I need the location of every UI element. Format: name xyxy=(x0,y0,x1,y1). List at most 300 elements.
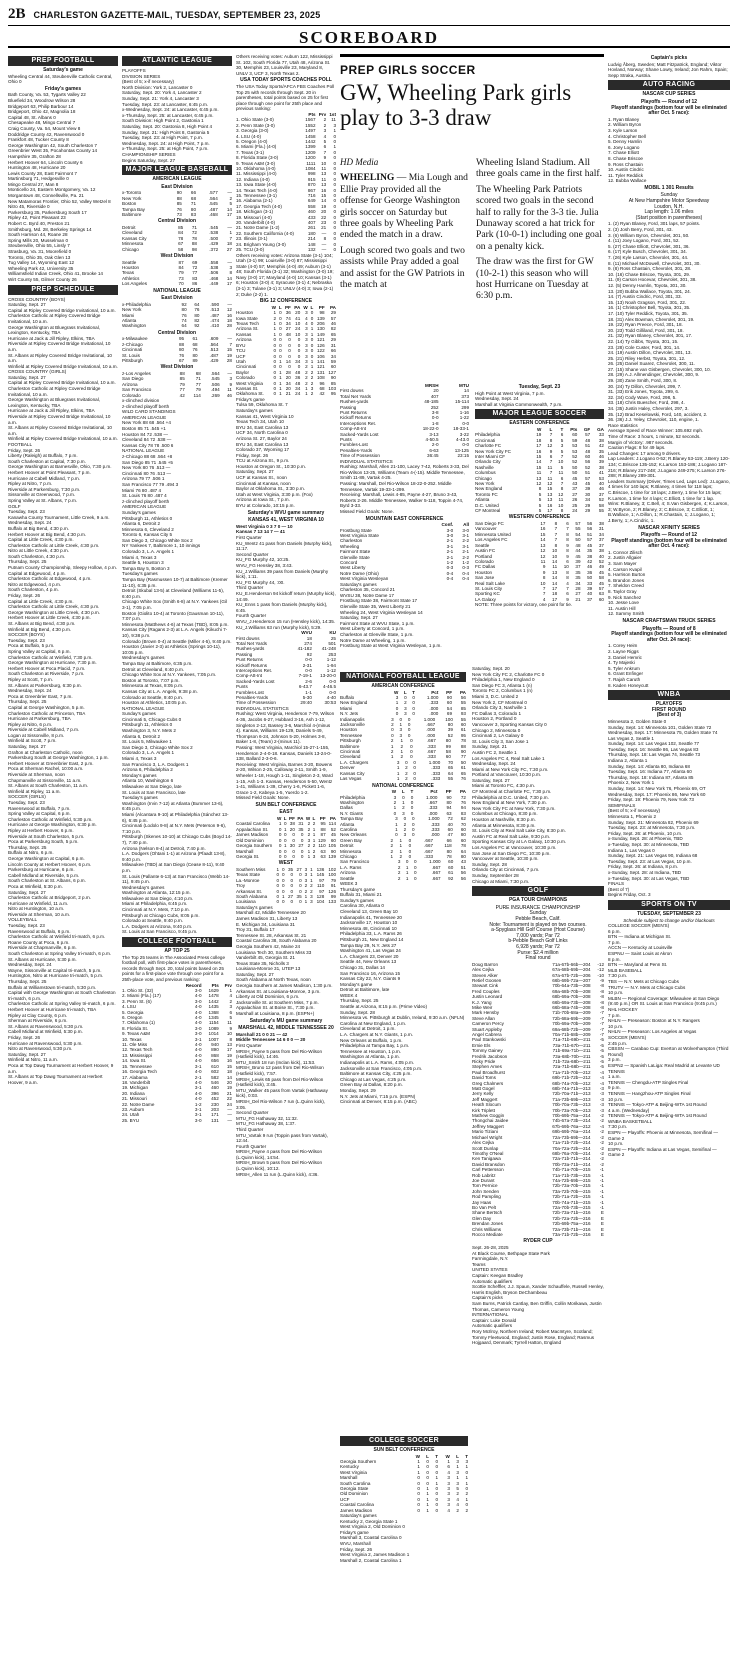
table-cell: 66 xyxy=(446,837,452,843)
table-cell: 3 xyxy=(310,385,314,391)
table-cell: 61 xyxy=(460,727,466,733)
table-cell: .372 xyxy=(209,246,219,252)
table-cell: 45 xyxy=(598,569,604,575)
ryder-head: RYDER CUP xyxy=(523,1238,553,1245)
prep-friday-head: Friday's games xyxy=(44,85,82,92)
table-cell: 72b-73a-71b—216 xyxy=(552,1210,591,1216)
table-cell: 14 xyxy=(552,558,558,564)
prep-saturday: Wheeling Central 44, Steubenville Catholic Central, Ohio 0 xyxy=(8,73,113,85)
table-cell: 20 xyxy=(285,385,291,391)
table-cell: 54 xyxy=(575,531,581,537)
table-cell: 48-185 xyxy=(424,399,439,405)
table-cell: 71b-72a-68b—211 xyxy=(552,1059,591,1064)
table-cell: 0-0 xyxy=(462,420,469,426)
table-cell: 60 xyxy=(460,826,466,832)
table-cell: 84 xyxy=(178,230,184,236)
table-row xyxy=(236,310,336,315)
table-cell: 0 xyxy=(333,149,336,155)
table-cell: 14 xyxy=(226,1074,232,1080)
table-cell: 2 xyxy=(312,848,316,854)
table-cell: 7. Oklahoma (1) xyxy=(122,1020,155,1026)
table-cell: 90 xyxy=(330,848,336,854)
table-cell: 5 xyxy=(456,1486,459,1492)
ap-intro: The Top 25 teams in The Associated Press college football poll, with first-place votes in parentheses, records through Sept. 20, total points based on 25 points for a first-place vote through one point for a 25th-place vote, and previous ranking: xyxy=(122,954,225,982)
table-cell: 0 xyxy=(288,353,291,359)
table-cell: 90 xyxy=(446,794,452,800)
table-cell: .564 xyxy=(210,371,220,376)
table-cell: Chicago xyxy=(122,246,139,252)
table-cell: 69b-71b-72b—212 xyxy=(552,1075,591,1081)
table-cell: 460 xyxy=(307,209,316,215)
table-cell: 5 xyxy=(229,1015,232,1021)
table-cell: 1 xyxy=(396,776,400,782)
table-cell: 8. Florida St. xyxy=(122,1025,149,1031)
table-cell: Charleston xyxy=(340,538,363,544)
table-cell: Greg Chalmers xyxy=(472,1080,504,1086)
table-cell: New York xyxy=(122,307,142,313)
table-cell: 0 xyxy=(276,888,280,894)
table-cell: San Diego FC xyxy=(475,521,504,527)
table-cell: 43 xyxy=(572,481,578,487)
table-cell: 206 xyxy=(316,321,325,327)
clinch-notes: x-clinched division z-clinched playoff berth xyxy=(122,398,170,409)
table-cell: 1 xyxy=(312,832,316,838)
table-cell: 5. Georgia xyxy=(122,1009,144,1015)
table-cell: 12 xyxy=(547,481,553,487)
table-cell: 10 xyxy=(563,564,569,570)
table-cell: 8 xyxy=(566,569,569,575)
table-cell: 10 xyxy=(540,580,546,586)
table-cell: 1 xyxy=(310,872,313,878)
table-cell: Timothy O'Neal xyxy=(472,1150,504,1156)
table-cell: 1-12 xyxy=(326,667,336,673)
table-cell: 67a-68b-69b—204 xyxy=(552,967,591,973)
table-cell: 0 xyxy=(299,883,302,889)
table-cell: 0 xyxy=(412,695,415,700)
table-cell: 1 xyxy=(279,375,282,381)
table-cell: 76 xyxy=(192,347,198,353)
table-cell: 1 xyxy=(426,1507,429,1513)
story-paragraph-1 xyxy=(340,172,468,240)
table-cell: -10 xyxy=(597,972,604,978)
table-cell: New York City FC xyxy=(475,448,511,454)
table-cell: 3 xyxy=(404,711,407,717)
story-dateline: WHEELING xyxy=(340,172,395,184)
table-cell: 104 xyxy=(316,899,325,905)
table-cell: 34 xyxy=(295,385,301,391)
table-cell: 0 xyxy=(465,1486,468,1492)
table-cell: Chicago xyxy=(340,853,357,859)
table-cell: Punts xyxy=(236,684,248,690)
table-cell: 1399 xyxy=(305,144,316,150)
table-cell: E xyxy=(600,1221,604,1227)
table-cell: Cameron Percy xyxy=(472,1021,504,1027)
table-cell: Passing xyxy=(340,404,357,410)
table-cell: 0 xyxy=(408,848,412,854)
table-cell: 1 xyxy=(305,391,308,397)
table-cell: 30 xyxy=(289,843,295,849)
table-cell: 92 xyxy=(448,875,454,881)
table-cell: 2 xyxy=(305,364,308,370)
table-cell: 122 xyxy=(316,348,325,354)
table-cell: 38 xyxy=(598,548,604,554)
table-cell: Angel Cabrera xyxy=(472,1031,502,1037)
table-header-cell: W xyxy=(445,1453,450,1459)
table-cell: Rocco Mediate xyxy=(472,1232,503,1237)
table-cell: 72a-71b-71b—214 xyxy=(552,1156,591,1162)
table-cell: 0 xyxy=(310,348,314,354)
table-cell: 0 xyxy=(417,1502,420,1508)
table-cell: Chris Williams xyxy=(472,1226,502,1232)
table-cell: 0 xyxy=(310,337,314,343)
college-soccer-block xyxy=(340,1434,468,1652)
table-cell: 14 xyxy=(226,275,232,281)
table-cell: 66 xyxy=(330,348,336,354)
table-cell: 915 xyxy=(307,176,316,182)
golf-tour: PGA TOUR CHAMPIONS xyxy=(508,897,568,904)
table-cell: 80 xyxy=(446,799,452,805)
table-cell: 3 xyxy=(310,899,313,905)
table-cell: 99 xyxy=(330,893,336,899)
table-cell: 13-20-0 xyxy=(320,673,336,679)
table-cell: 1497 xyxy=(305,128,316,134)
table-cell: 1.000 xyxy=(425,794,438,800)
table-header-cell: Prv xyxy=(318,111,327,117)
table-cell: 95 xyxy=(330,391,336,397)
table-cell: 3 xyxy=(305,348,308,354)
table-cell: 57 xyxy=(330,315,336,321)
table-cell: 9 xyxy=(542,569,546,575)
table-cell: 0 xyxy=(297,337,301,343)
table-cell: 4-0 xyxy=(194,1052,202,1058)
table-cell: .538 xyxy=(209,264,219,270)
nh-sub: Sunday At New Hampshire Motor Speedway Loudon, N.H. Lap length: 1.06 miles (Start position in parentheses) xyxy=(628,192,710,221)
table-cell: 10 xyxy=(321,160,327,166)
table-cell: 1.000 xyxy=(429,859,441,865)
table-header-cell: L xyxy=(403,689,407,695)
table-cell: 0 xyxy=(426,1459,429,1464)
table-cell: 4-0 xyxy=(194,1090,202,1096)
table-cell: 10. Texas xyxy=(122,1036,142,1042)
table-cell: 2-6 xyxy=(305,678,312,684)
table-cell: .564 xyxy=(208,195,218,201)
table-cell: 1 xyxy=(229,230,232,236)
table-cell: 105 xyxy=(328,843,336,849)
table-cell: Seattle xyxy=(340,875,355,881)
table-cell: 1 xyxy=(400,738,404,744)
column-baseball xyxy=(122,54,232,1652)
table-cell: 102 xyxy=(328,866,336,872)
table-cell: 42 xyxy=(587,558,593,564)
table-cell: 63 xyxy=(446,810,452,816)
table-cell: 16 xyxy=(321,187,327,193)
afc-south-table xyxy=(340,717,466,739)
table-cell: 63 xyxy=(320,853,326,859)
table-cell: Colorado xyxy=(475,558,494,564)
table-cell: Fred Couples xyxy=(472,988,500,994)
nfc-south-table xyxy=(340,816,466,838)
table-cell: 0 xyxy=(333,198,336,204)
table-cell: 9 xyxy=(566,596,569,602)
table-cell: 106 xyxy=(316,353,325,359)
big12-table xyxy=(236,305,336,397)
table-cell: 46 xyxy=(598,486,604,492)
table-cell: 79 xyxy=(178,270,184,276)
table-cell: 73 xyxy=(178,275,184,281)
table-cell: Justin Leonard xyxy=(472,994,503,1000)
table-cell: -2 xyxy=(599,1113,604,1119)
table-cell: 8 xyxy=(554,542,558,548)
table-cell: Philadelphia xyxy=(475,432,501,438)
table-cell: 1 xyxy=(333,128,336,134)
table-cell: 0 xyxy=(273,391,277,397)
table-cell: 3-0 xyxy=(194,1031,202,1037)
table-cell: 0 xyxy=(412,705,415,711)
table-cell: 1 xyxy=(390,853,393,859)
table-header-cell: W xyxy=(393,689,399,695)
table-cell: 69 xyxy=(446,711,453,717)
table-cell: 66b-68a-74b—208 xyxy=(552,1004,591,1010)
table-cell: 1 xyxy=(402,799,405,805)
table-cell: 0 xyxy=(333,166,336,171)
table-cell: 27 xyxy=(575,591,581,597)
table-cell: 74a-72b-69b—215 xyxy=(552,1177,591,1183)
table-cell: 11 xyxy=(536,470,542,476)
table-cell: 128 xyxy=(316,893,325,899)
table-cell: 16 xyxy=(226,1058,232,1064)
table-header-cell: PA xyxy=(329,304,336,310)
table-cell: .333 xyxy=(426,743,436,749)
nfc-north-table xyxy=(340,838,466,860)
table-cell: 130 xyxy=(316,326,325,332)
table-header-cell: KU xyxy=(329,630,336,636)
table-cell: 17 xyxy=(540,521,546,527)
table-cell: D.C. United xyxy=(475,502,499,508)
table-cell: .000 xyxy=(429,711,439,717)
table-header-cell: MTU xyxy=(459,383,469,388)
table-cell: West Virginia xyxy=(236,380,263,386)
table-cell: Doug Barron xyxy=(472,961,499,967)
table-cell: Mathew Goggin xyxy=(472,1113,505,1119)
table-cell: Passing xyxy=(236,651,253,657)
table-cell: 25 xyxy=(330,635,336,641)
table-cell: — xyxy=(227,224,232,230)
table-cell: James Madison xyxy=(340,1507,373,1513)
table-cell: 19 xyxy=(226,1085,232,1091)
table-cell: 2-2 xyxy=(462,538,469,544)
nh-results: 1. (2) Ryan Blaney, Ford, 301 laps, 57 points. 2. (3) Josh Berry, Ford, 301, 43. 3. (6) William Byron, Chevrolet, 301, 50. 4. (11) Joey Logano, Ford, 301, 52. 5. (27) Chase Elliott, Chevrolet, 301, 36. 6. (17) Kyle Busch, Chevrolet, 301, 34. 7. (26) Kyle Larson, Chevrolet, 301, 44. 8. (11) Michael McDowell, Chevrolet, 301, 30. 9. (8) Ross Chastain, Chevrolet, 301, 28. 10. (16) Chase Briscoe, Toyota, 301, 29. 11. (9) Carson Hocevar, Chevrolet, 301, 38. 12. (5) Denny Hamlin, Toyota, 301, 30. 13. (20) Bubba Wallace, Toyota, 301, 24. 14. (7) Austin Cindric, Ford, 301, 33. 15. (13) Noah Gragson, Ford, 301, 22. 16. (1) Christopher Bell, Toyota, 301, 35. 17. (10) Tyler Reddick, Toyota, 301, 35. 18. (31) Alex Bowman, Chevrolet, 301, 19. 19. (22) Ryan Preece, Ford, 301, 18. 20. (23) Todd Gilliland, Ford, 301, 18. 21. (32) Ryan Blaney, Chevrolet, 301, 17. 22. (14) Ty Gibbs, Toyota, 301, 15. 23. (28) Cole Custer, Ford, 301, 14. 24. (19) Austin Dillon, Chevrolet, 301, 13. 25. (21) Riley Herbst, Toyota, 301, 12. 26. (25) Daniel Suarez, Chevrolet, 300, 11. 27. (15) Shane van Gisbergen, Chevrolet, 300, 10. 28. (29) A.J. Allmendinger, Chevrolet, 300, 9. 29. (30) Zane Smith, Ford, 300, 8. 30. (24) Ty Dillon, Chevrolet, 299, 7. 31. (33) Erik Jones, Toyota, 299, 6. 32. (34) Cody Ware, Ford, 298, 5. 33. (18) Chris Buescher, Ford, 298, 4. 34. (35) Justin Haley, Chevrolet, 297, 3. 35. (12) Brad Keselowski, Ford, 140, accident, 2. 36. (36) J.J. Yeley, Chevrolet, 110, engine, 1. xyxy=(608,221,711,423)
table-cell: — xyxy=(227,336,232,342)
table-cell: 0 xyxy=(273,385,277,391)
table-cell: .667 xyxy=(431,875,441,881)
table-cell: Penalties-Yards xyxy=(236,694,269,700)
table-cell: -2 xyxy=(599,1145,604,1151)
table-cell: 9 xyxy=(566,553,569,559)
table-cell: .545 xyxy=(208,201,218,207)
table-cell: 4-0 xyxy=(194,1058,202,1064)
table-cell: 2 xyxy=(307,832,311,838)
table-cell: 0 xyxy=(413,759,416,765)
mls-header: MAJOR LEAGUE SOCCER xyxy=(475,409,604,419)
table-cell: 145 xyxy=(316,872,325,878)
column-auto-wnba-tv xyxy=(608,54,730,1652)
table-cell: 0 xyxy=(290,888,294,894)
table-cell: -8 xyxy=(599,1004,604,1010)
table-cell: 1-12 xyxy=(326,657,336,663)
table-cell: 16 xyxy=(536,448,542,454)
table-cell: 16. Georgia Tech xyxy=(122,1069,157,1075)
table-cell: 0 xyxy=(333,187,336,193)
section-title: SCOREBOARD xyxy=(8,28,730,48)
table-cell: Interceptions Ret. xyxy=(236,667,273,673)
table-cell: 96 xyxy=(319,380,325,386)
table-cell: 45 xyxy=(330,832,336,838)
table-cell: 17. Alabama xyxy=(122,1074,148,1080)
table-cell: Kansas City xyxy=(340,770,365,776)
table-cell: 97 xyxy=(319,888,325,894)
table-cell: .667 xyxy=(431,864,441,870)
table-cell: 0 xyxy=(393,810,397,816)
table-cell: 2 xyxy=(304,883,308,889)
table-cell: 12 xyxy=(558,491,564,497)
auto-racing-header: AUTO RACING xyxy=(608,80,730,90)
table-header-cell: PA xyxy=(459,789,466,795)
table-cell: 1 xyxy=(310,326,314,332)
table-cell: Mark Hensby xyxy=(472,1010,500,1016)
nl-east-table xyxy=(122,302,232,329)
table-cell: Charlotte FC xyxy=(475,443,502,449)
table-cell: 8 xyxy=(549,437,553,443)
table-cell: 4-0 xyxy=(194,1079,202,1085)
table-cell: 139 xyxy=(316,315,325,321)
table-header-cell: PA xyxy=(329,816,336,822)
table-cell: Baltimore xyxy=(122,211,142,217)
table-cell: .545 xyxy=(209,224,219,230)
table-cell: 55 xyxy=(460,700,466,706)
mec-table xyxy=(340,522,469,581)
table-cell: 77 xyxy=(460,754,466,760)
table-cell: 9 xyxy=(566,542,569,548)
table-cell: 0 xyxy=(333,247,336,253)
xfinity-sub: Playoffs — Round of 12 Playoff standings (bottom four will be eliminated after Oct. 4 race): xyxy=(611,532,727,550)
table-cell: 4 xyxy=(542,596,546,602)
table-cell: Jeff Maggert xyxy=(472,1096,498,1102)
table-cell: Retief Goosen xyxy=(472,977,502,983)
table-cell: 1 xyxy=(278,821,282,827)
table-cell: 27 xyxy=(287,893,294,899)
table-cell: 0 xyxy=(405,859,409,865)
table-cell: 3. Georgia (3-0) xyxy=(236,128,269,134)
table-cell: 60 xyxy=(330,364,336,370)
table-cell: 46 xyxy=(598,454,604,459)
table-cell: 1 xyxy=(283,843,287,849)
table-cell: David Toms xyxy=(472,1075,496,1081)
table-cell: 3 xyxy=(310,893,313,899)
table-cell: 1209 xyxy=(305,149,316,155)
table-cell: 1 xyxy=(310,358,314,364)
table-cell: UCF xyxy=(340,1496,350,1502)
table-cell: 2 xyxy=(465,1491,468,1497)
table-cell: 2 xyxy=(310,380,314,386)
table-cell: James Madison xyxy=(236,832,269,838)
table-cell: 2 xyxy=(465,1507,468,1513)
table-cell: 67a-67b-72b—206 xyxy=(552,972,591,978)
table-cell: x-Milwaukee xyxy=(122,336,148,342)
table-cell: 80 xyxy=(190,206,197,212)
table-cell: 1 xyxy=(447,1459,450,1464)
table-cell: 37 xyxy=(598,491,604,497)
table-cell: 0 xyxy=(410,794,414,800)
table-cell: 88 xyxy=(191,241,197,247)
table-cell: Heath Slocum xyxy=(472,1102,501,1108)
table-cell: 4-0 xyxy=(194,1020,202,1026)
table-cell: 41 xyxy=(295,315,301,321)
table-cell: 27 xyxy=(298,843,304,849)
table-cell: 18. Michigan (3-1) xyxy=(236,209,274,215)
table-cell: 0 xyxy=(410,738,413,744)
table-row xyxy=(122,281,232,286)
table-cell: 3 xyxy=(391,716,394,722)
table-cell: 15-114 xyxy=(455,399,469,405)
table-cell: West Virginia xyxy=(340,1469,367,1475)
table-cell: Old Dominion xyxy=(236,837,264,843)
soccer-golf-column xyxy=(472,666,604,1652)
table-cell: 3-1 xyxy=(446,543,454,549)
table-cell: 0 xyxy=(281,877,285,883)
nfc-west-table xyxy=(340,859,466,881)
table-cell: 68 xyxy=(319,385,325,391)
table-cell: 546 xyxy=(211,1079,219,1085)
table-cell: Chicago xyxy=(475,475,492,481)
table-cell: 1 xyxy=(399,722,403,728)
table-cell: .513 xyxy=(210,307,220,313)
table-cell: Punt Returns xyxy=(340,410,367,416)
table-cell: 34 xyxy=(598,531,604,537)
table-cell: 1089 xyxy=(208,1025,219,1031)
table-cell: 1 xyxy=(417,1469,420,1475)
table-cell: 890 xyxy=(211,1047,219,1053)
table-cell: 299 xyxy=(461,404,469,410)
table-row xyxy=(236,391,336,396)
table-cell: Kickoff Returns xyxy=(340,415,372,421)
table-cell: 3-0 xyxy=(194,988,202,993)
table-cell: 1 xyxy=(390,743,394,749)
table-cell: 1 xyxy=(310,866,313,872)
table-cell: 2-0 xyxy=(431,442,439,448)
table-cell: 55 xyxy=(575,526,581,532)
table-cell: -8 xyxy=(599,983,604,989)
table-cell: Carolina xyxy=(340,826,358,832)
table-header-cell: MRSH xyxy=(425,383,439,388)
table-cell: Cincinnati xyxy=(236,364,257,370)
table-cell: — xyxy=(227,1112,232,1118)
table-cell: -2 xyxy=(599,1134,604,1140)
table-cell: .667 xyxy=(426,738,436,744)
table-header-cell: Prv xyxy=(224,982,232,988)
table-cell: 66b-69a-73b—208 xyxy=(552,999,591,1005)
table-cell: Cleveland xyxy=(340,754,361,760)
table-cell: — xyxy=(227,190,232,196)
table-cell: 0 xyxy=(299,877,302,883)
table-cell: 1 xyxy=(312,837,316,843)
table-cell: 40 xyxy=(447,821,453,827)
table-cell: 3 xyxy=(447,1475,450,1481)
table-cell: 0 xyxy=(292,848,295,854)
table-cell: 0 xyxy=(281,883,285,889)
table-cell: 141 xyxy=(316,358,325,364)
table-cell: 68 xyxy=(195,371,201,376)
table-cell: 2 xyxy=(405,770,408,776)
